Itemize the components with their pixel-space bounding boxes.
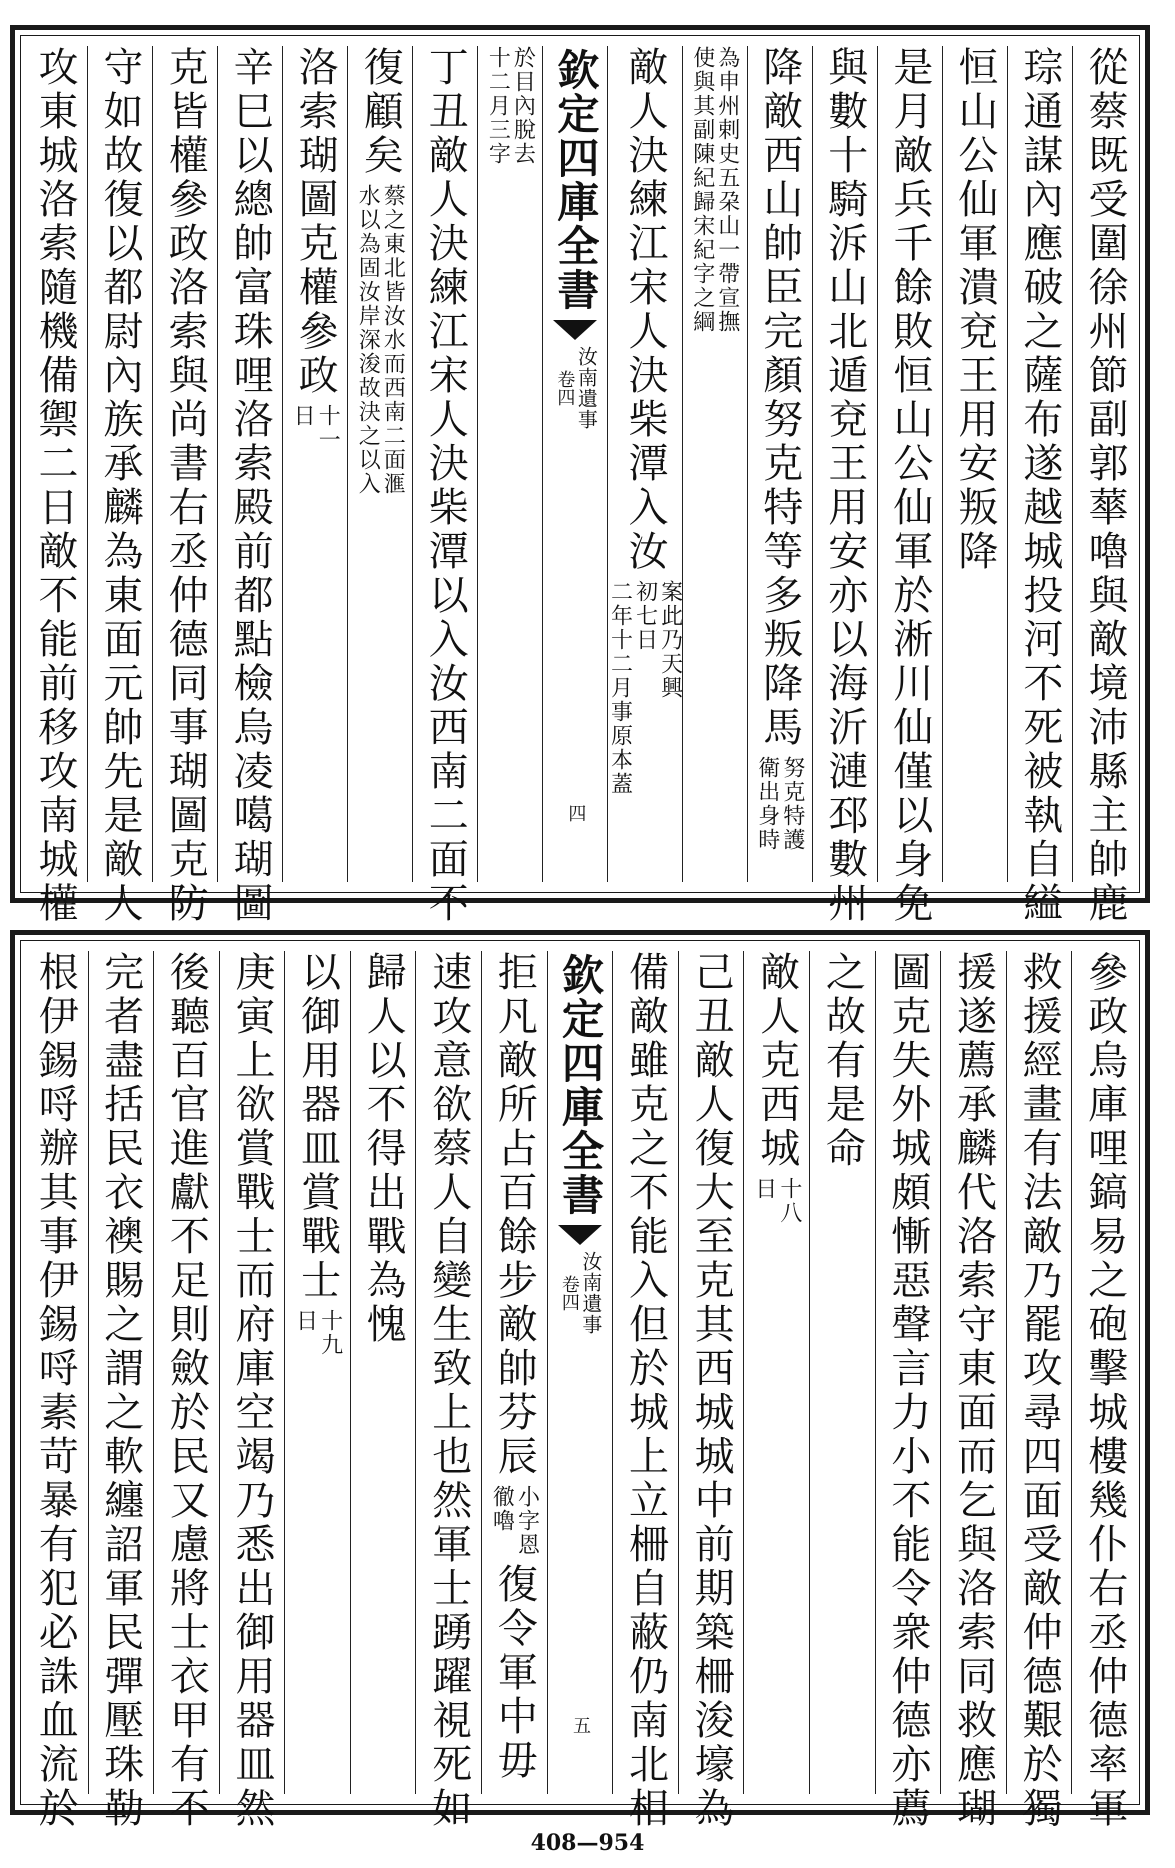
column-text: 琮通謀內應破之薩布遂越城投河不死被執自縊 xyxy=(1016,46,1063,926)
annotation xyxy=(356,184,404,496)
page-number: 五 xyxy=(569,1716,591,1734)
column-text: 根伊錫哷辦其事伊錫哷素苛暴有犯必誅血流於 xyxy=(32,951,79,1831)
text-column xyxy=(1072,46,1137,926)
annotation-line: 日 xyxy=(292,1309,318,1333)
page-footer-number: 408—954 xyxy=(530,1830,645,1856)
text-column xyxy=(23,951,88,1831)
annotation-line: 為申州剌史五朶山一帶宣撫 xyxy=(714,46,740,334)
column-text: 以御用器皿賞戰士 xyxy=(294,951,341,1303)
annotation xyxy=(756,756,804,852)
book-title: 汝南遺事 xyxy=(574,346,599,430)
annotation-line: 日 xyxy=(751,1177,777,1201)
text-column xyxy=(347,46,412,882)
siku-title: 欽定四庫全書 xyxy=(555,953,605,1217)
annotation-line: 徹嚕 xyxy=(489,1485,515,1533)
column-text: 敵人克西城 xyxy=(753,951,800,1171)
text-column xyxy=(942,46,1007,882)
text-column xyxy=(940,951,1006,1831)
text-column xyxy=(812,46,877,926)
text-column xyxy=(415,951,481,1831)
text-column xyxy=(87,46,152,926)
text-column xyxy=(282,46,347,882)
column-text: 恒山公仙軍潰兗王用安叛降 xyxy=(951,46,998,574)
annotation-line: 日 xyxy=(290,404,316,428)
juan-number: 卷四 xyxy=(554,370,576,406)
column-text: 洛索瑚圖克權參政 xyxy=(292,46,339,398)
column-text: 後聽百官進獻不足則斂於民又慮將士衣甲有不 xyxy=(163,951,210,1831)
annotation xyxy=(486,46,534,166)
text-column xyxy=(743,951,809,1794)
text-column xyxy=(1007,46,1072,926)
annotation-line: 使與其副陳紀歸宋紀字之綱 xyxy=(689,46,715,334)
annotation-line: 於目內脫去 xyxy=(510,46,536,166)
text-column xyxy=(23,46,87,926)
column-text: 從蔡既受圍徐州節副郭蕐嚕與敵境沛縣主帥鹿 xyxy=(1081,46,1128,926)
book-title: 汝南遺事 xyxy=(578,1251,603,1335)
column-text: 速攻意欲蔡人自變生致上也然軍士踴躍視死如 xyxy=(425,951,472,1831)
column-text: 復令軍中毋 xyxy=(491,1563,538,1783)
column-text: 參政烏庫哩鎬易之砲擊城樓幾仆右丞仲德率軍 xyxy=(1081,951,1128,1831)
column-text: 己丑敵人復大至克其西城城中前期築柵浚壕為 xyxy=(688,951,735,1831)
annotation-line: 十一 xyxy=(315,404,341,452)
page-number: 四 xyxy=(565,804,587,822)
text-column xyxy=(152,46,217,926)
center-column xyxy=(547,951,613,1794)
text-column xyxy=(412,46,477,926)
text-column xyxy=(350,951,416,1794)
top-page-columns xyxy=(23,46,1137,926)
text-column xyxy=(481,951,547,1794)
annotation xyxy=(691,46,739,334)
column-text: 復顧矣 xyxy=(357,46,404,178)
text-column xyxy=(219,951,285,1831)
siku-title: 欽定四庫全書 xyxy=(551,48,601,312)
text-column xyxy=(877,46,942,926)
annotation-line: 蔡之東北皆汝水而西南二面滙 xyxy=(380,184,406,496)
text-column xyxy=(809,951,875,1794)
column-text: 歸人以不得出戰為愧 xyxy=(360,951,407,1347)
text-column xyxy=(612,951,678,1831)
column-text: 備敵雖克之不能入但於城上立柵自蔽仍南北相 xyxy=(622,951,669,1831)
fish-tail-mark xyxy=(558,1225,602,1245)
text-column xyxy=(153,951,219,1831)
text-column xyxy=(678,951,744,1831)
text-column xyxy=(682,46,747,882)
column-text: 之故有是命 xyxy=(819,951,866,1171)
column-text: 是月敵兵千餘敗恒山公仙軍於淅川仙僅以身免 xyxy=(886,46,933,926)
column-text: 庚寅上欲賞戰士而府庫空竭乃悉出御用器皿然 xyxy=(228,951,275,1831)
column-text: 救援經畫有法敵乃罷攻尋四面受敵仲德艱於獨 xyxy=(1016,951,1063,1831)
column-text: 攻東城洛索隨機備禦二日敵不能前移攻南城權 xyxy=(31,46,78,926)
text-column xyxy=(88,951,154,1831)
annotation-line: 二年十二月事原本蓋 xyxy=(607,580,633,796)
text-column xyxy=(477,46,542,882)
annotation-line: 努克特護 xyxy=(779,756,805,852)
text-column xyxy=(1071,951,1137,1831)
annotation-line: 十九 xyxy=(317,1309,343,1357)
center-column xyxy=(542,46,607,882)
annotation-line: 初七日 xyxy=(632,580,658,652)
column-text: 守如故復以都尉內族承麟為東面元帥先是敵人 xyxy=(97,46,144,926)
annotation xyxy=(293,1309,341,1357)
text-column xyxy=(284,951,350,1794)
annotation-line: 小字恩 xyxy=(514,1485,540,1557)
column-text: 完者盡括民衣襖賜之謂之軟纏詔軍民彈壓珠勒 xyxy=(97,951,144,1831)
text-column xyxy=(607,46,681,882)
column-text: 圖克失外城頗慚惡聲言力小不能令衆仲德亦薦 xyxy=(884,951,931,1831)
juan-number: 卷四 xyxy=(558,1275,580,1311)
column-text: 丁丑敵人決練江宋人決柴潭以入汝西南二面不 xyxy=(422,46,469,926)
column-text: 敵人決練江宋人決柴潭入汝 xyxy=(622,46,669,574)
column-text: 降敵西山帥臣完顏努克特等多叛降馬 xyxy=(756,46,803,750)
text-column xyxy=(875,951,941,1831)
annotation xyxy=(291,404,339,452)
column-text: 拒凡敵所占百餘步敵帥芬辰 xyxy=(491,951,538,1479)
bottom-page-frame xyxy=(10,930,1150,1831)
annotation-line: 衛出身時 xyxy=(754,756,780,852)
annotation xyxy=(608,580,681,796)
annotation xyxy=(753,1177,801,1225)
text-column xyxy=(747,46,812,882)
column-text: 辛巳以總帥富珠哩洛索殿前都點檢烏凌噶瑚圖 xyxy=(227,46,274,926)
annotation-line: 案此乃天興 xyxy=(657,580,683,700)
annotation xyxy=(490,1485,538,1557)
text-column xyxy=(217,46,282,926)
top-page-frame xyxy=(10,25,1150,926)
bottom-page-columns xyxy=(23,951,1137,1831)
column-text: 援遂薦承麟代洛索守東面而乞與洛索同救應瑚 xyxy=(950,951,997,1831)
annotation-line: 十二月三字 xyxy=(485,46,511,166)
annotation-line: 水以為固汝岸深浚故決之以入 xyxy=(355,184,381,496)
text-column xyxy=(1006,951,1072,1831)
column-text: 克皆權參政洛索與尚書右丞仲德同事瑚圖克防 xyxy=(162,46,209,926)
fish-tail-mark xyxy=(553,320,597,340)
annotation-line: 十八 xyxy=(776,1177,802,1225)
column-text: 與數十騎泝山北遁兗王用安亦以海沂漣邳數州 xyxy=(821,46,868,926)
